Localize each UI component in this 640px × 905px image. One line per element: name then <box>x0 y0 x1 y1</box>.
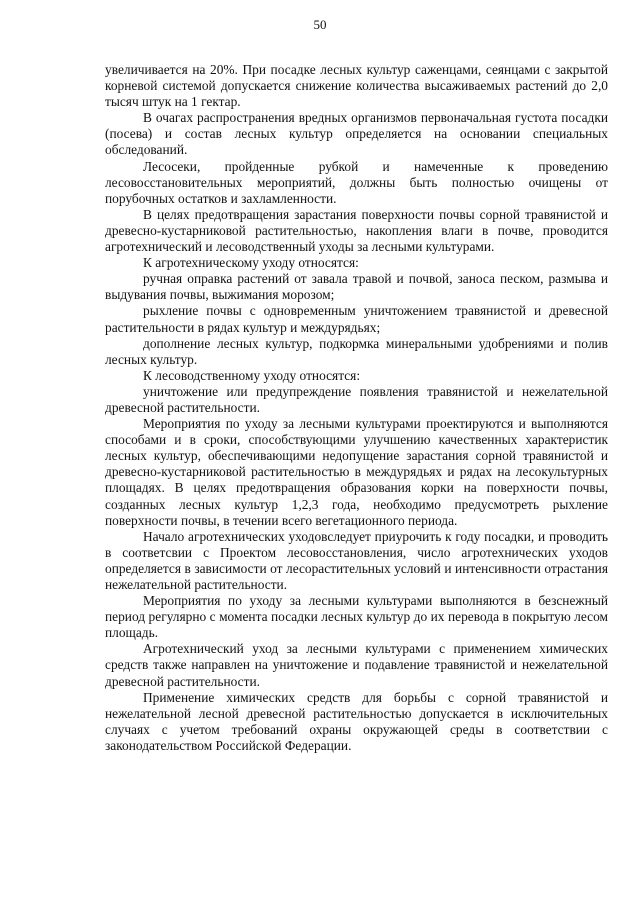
paragraph-13: Мероприятия по уходу за лесными культурами выполняются в безснежный период регулярно с момента посадки лесных культур до их перевода в покрытую лесом площадь. <box>105 593 608 641</box>
paragraph-11: Мероприятия по уходу за лесными культурами проектируются и выполняются способами и в сроки, способствующими улучшению качественных характеристик лесных культур, обеспечивающими недопущение зарастания сорной травянистой и древесно-кустарниковой растительностью в междурядьях и рядах на лесокультурных площадях. В целях предотвращения образования корки на поверхности почвы, созданных лесных культур 1,2,3 года, необходимо предусмотреть рыхление поверхности почвы, в течении всего вегетационного периода. <box>105 416 608 528</box>
paragraph-12: Начало агротехнических уходовследует приурочить к году посадки, и проводить в соответсвии с Проектом лесовосстановления, число агротехнических уходов определяется в зависимости от лесорастительных условий и интенсивности отрастания нежелательной растительности. <box>105 528 608 592</box>
page-number: 50 <box>313 17 327 32</box>
paragraph-6: ручная оправка растений от завала травой и почвой, заноса песком, размыва и выдувания почвы, выжимания морозом; <box>105 271 608 303</box>
paragraph-5: К агротехническому уходу относятся: <box>143 255 359 271</box>
paragraph-8: дополнение лесных культур, подкормка минеральными удобрениями и полив лесных культур. <box>105 335 608 367</box>
paragraph-7: рыхление почвы с одновременным уничтожением травянистой и древесной растительности в рядах культур и междурядьях; <box>105 303 608 335</box>
body-text <box>105 62 608 754</box>
paragraph-10: уничтожение или предупреждение появления травянистой и нежелательной древесной растительности. <box>105 383 608 415</box>
paragraph-4: В целях предотвращения зарастания поверхности почвы сорной травянистой и древесно-кустарниковой растительностью, накопления влаги в почве, проводится агротехнический и лесоводственный уходы за лесными культурами. <box>105 206 608 255</box>
paragraph-9: К лесоводственному уходу относятся: <box>143 367 361 383</box>
paragraph-1: увеличивается на 20%. При посадке лесных культур саженцами, сеянцами с закрытой корневой системой допускается снижение количества высаживаемых растений до 2,0 тысяч штук на 1 гектар. <box>105 62 608 110</box>
paragraph-15: Применение химических средств для борьбы с сорной травянистой и нежелательной лесной древесной растительностью допускается в исключительных случаях с учетом требований охраны окружающей среды в соответствии с законодательством Российской Федерации. <box>105 689 608 753</box>
paragraph-14: Агротехнический уход за лесными культурами с применением химических средств также направлен на уничтожение и подавление травянистой и нежелательной древесной растительности. <box>105 641 608 689</box>
paragraph-3: Лесосеки, пройденные рубкой и намеченные к проведению лесовосстановительных мероприятий, должны быть полностью очищены от порубочных остатков и захламленности. <box>105 158 608 206</box>
paragraph-2: В очагах распространения вредных организмов первоначальная густота посадки (посева) и состав лесных культур определяется на основании специальных обследований. <box>105 110 608 158</box>
